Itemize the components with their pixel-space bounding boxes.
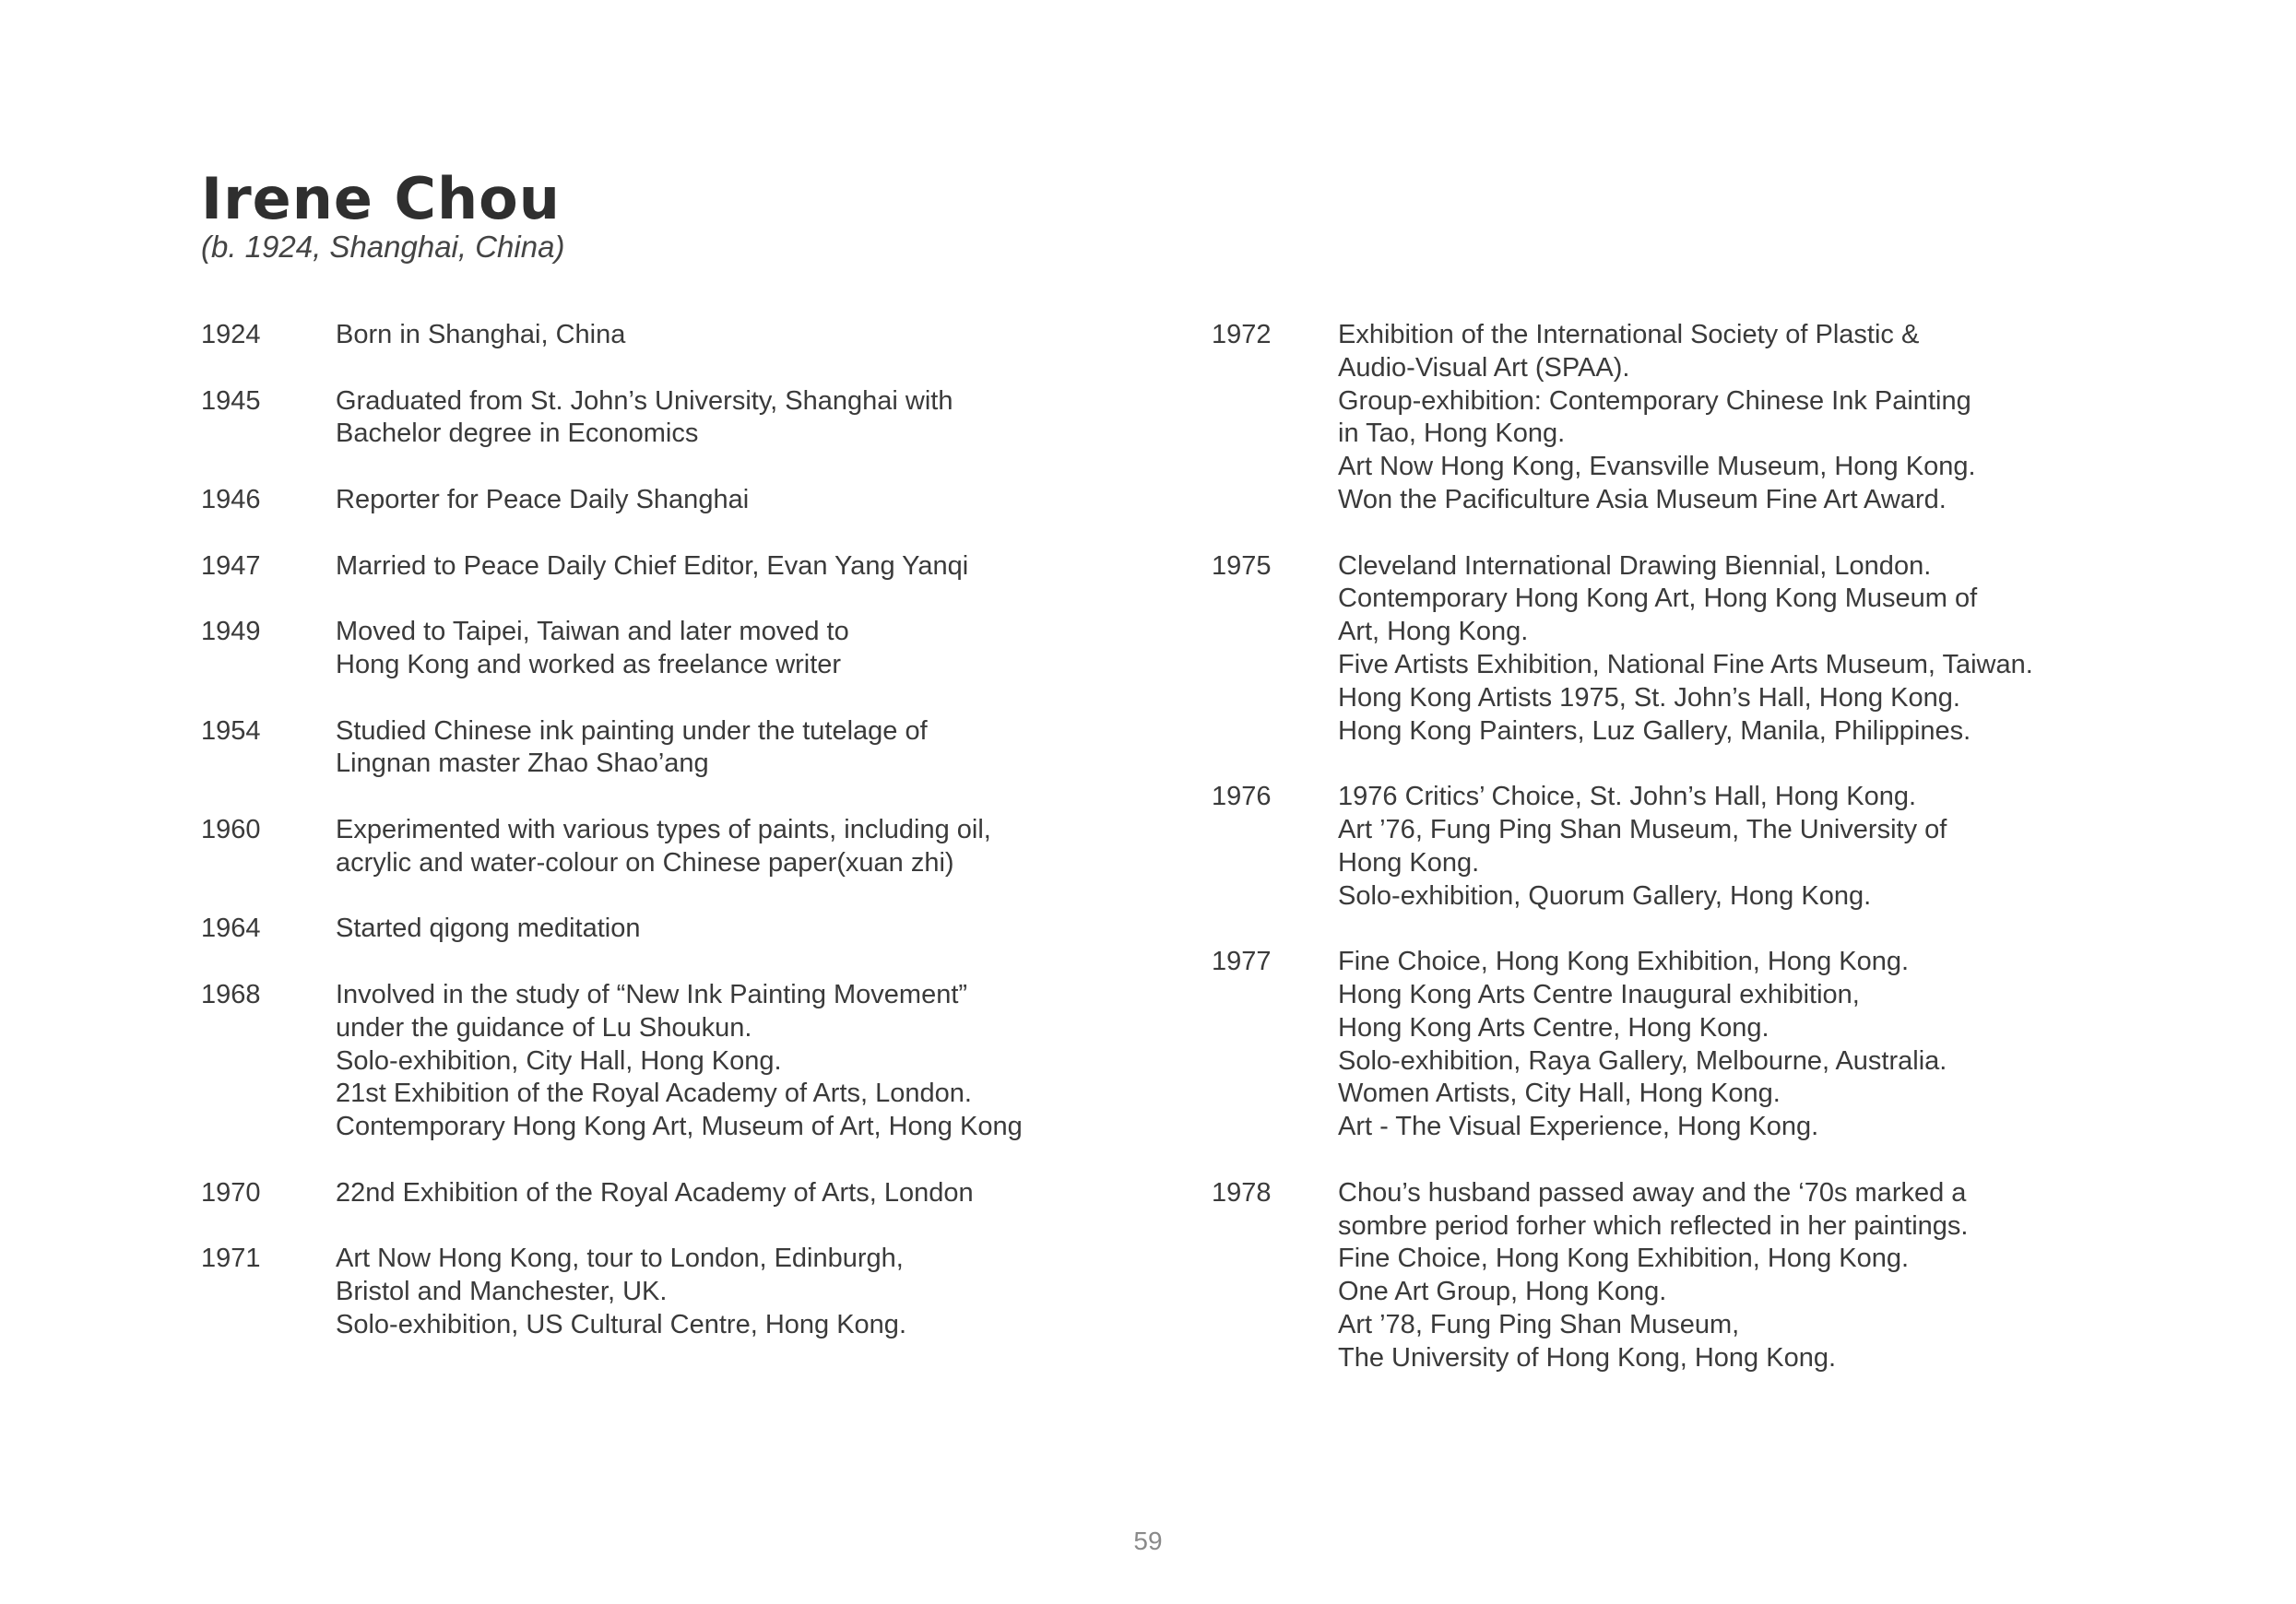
timeline-entry [1212, 946, 2134, 1144]
timeline-entry [201, 1177, 1142, 1210]
entry-line: Group-exhibition: Contemporary Chinese Ink Painting [1338, 385, 1971, 416]
timeline-right-column [1212, 319, 2134, 1408]
entry-text [1338, 781, 2134, 913]
entry-line: 22nd Exhibition of the Royal Academy of Arts, London [336, 1177, 974, 1208]
entry-text [1338, 550, 2134, 749]
entry-year: 1960 [201, 814, 261, 844]
entry-text [336, 979, 1142, 1144]
entry-line: Hong Kong Artists 1975, St. John’s Hall, Hong Kong. [1338, 682, 1960, 713]
entry-text [1338, 1177, 2134, 1375]
entry-year: 1945 [201, 385, 261, 416]
entry-line: 21st Exhibition of the Royal Academy of Arts, London. [336, 1079, 972, 1109]
page-title: Irene Chou [201, 165, 561, 232]
page-subtitle: (b. 1924, Shanghai, China) [201, 230, 565, 264]
entry-line: Cleveland International Drawing Biennial, London. [1338, 550, 1932, 581]
page-number: 59 [1133, 1527, 1163, 1555]
timeline-entry [201, 979, 1142, 1144]
entry-line: The University of Hong Kong, Hong Kong. [1338, 1342, 1837, 1373]
entry-line: Fine Choice, Hong Kong Exhibition, Hong Kong. [1338, 1244, 1910, 1274]
timeline-left-column [201, 319, 1142, 1375]
entry-line: Involved in the study of “New Ink Painting Movement” [336, 979, 968, 1009]
entry-line: Experimented with various types of paints, including oil, [336, 814, 991, 844]
entry-year: 1977 [1212, 947, 1272, 977]
entry-line: Started qigong meditation [336, 914, 641, 944]
entry-line: Born in Shanghai, China [336, 320, 626, 349]
entry-line: Hong Kong Arts Centre Inaugural exhibition, [1338, 979, 1860, 1009]
entry-line: Hong Kong and worked as freelance writer [336, 649, 842, 679]
entry-line: Art ’78, Fung Ping Shan Museum, [1338, 1309, 1740, 1339]
entry-line: Art Now Hong Kong, tour to London, Edinburgh, [336, 1244, 904, 1274]
timeline-entry [201, 1243, 1142, 1341]
entry-line: Art Now Hong Kong, Evansville Museum, Hong Kong. [1338, 452, 1976, 482]
timeline-entry [201, 484, 1142, 517]
entry-line: Solo-exhibition, Quorum Gallery, Hong Kong. [1338, 880, 1872, 911]
entry-year: 1971 [201, 1244, 261, 1274]
timeline-entry [201, 814, 1142, 880]
timeline-entry [201, 319, 1142, 352]
entry-text [1338, 319, 2134, 517]
page-header [201, 164, 564, 265]
entry-year: 1978 [1212, 1177, 1272, 1208]
entry-text [336, 913, 1142, 946]
entry-line: 1976 Critics’ Choice, St. John’s Hall, Hong Kong. [1338, 782, 1917, 812]
entry-line: sombre period forher which reflected in her paintings. [1338, 1210, 1969, 1241]
entry-line: in Tao, Hong Kong. [1338, 419, 1566, 449]
entry-line: Contemporary Hong Kong Art, Museum of Art, Hong Kong [336, 1112, 1023, 1142]
entry-text [1338, 946, 2134, 1144]
entry-text [336, 319, 1142, 352]
entry-line: Lingnan master Zhao Shao’ang [336, 749, 709, 779]
entry-text [336, 484, 1142, 517]
entry-line: Five Artists Exhibition, National Fine Arts Museum, Taiwan. [1338, 649, 2033, 679]
entry-text [336, 715, 1142, 782]
entry-line: Solo-exhibition, Raya Gallery, Melbourne, Australia. [1338, 1045, 1947, 1076]
entry-text [336, 814, 1142, 880]
entry-line: under the guidance of Lu Shoukun. [336, 1012, 752, 1043]
entry-line: Solo-exhibition, City Hall, Hong Kong. [336, 1045, 782, 1076]
timeline-entry [201, 616, 1142, 682]
entry-year: 1972 [1212, 320, 1272, 349]
entry-line: Chou’s husband passed away and the ‘70s marked a [1338, 1177, 1967, 1208]
timeline-entry [201, 550, 1142, 584]
entry-line: Fine Choice, Hong Kong Exhibition, Hong Kong. [1338, 947, 1910, 977]
entry-line: Graduated from St. John’s University, Shanghai with [336, 385, 953, 416]
entry-line: Art, Hong Kong. [1338, 617, 1529, 647]
timeline-entry [201, 715, 1142, 782]
entry-year: 1924 [201, 320, 261, 349]
entry-year: 1976 [1212, 782, 1272, 812]
entry-line: Hong Kong Arts Centre, Hong Kong. [1338, 1012, 1769, 1043]
timeline-entry [201, 385, 1142, 452]
entry-line: Women Artists, City Hall, Hong Kong. [1338, 1079, 1781, 1109]
entry-text [336, 385, 1142, 452]
timeline-entry [201, 913, 1142, 946]
entry-line: Won the Pacificulture Asia Museum Fine Art Award. [1338, 484, 1947, 514]
entry-year: 1975 [1212, 550, 1272, 581]
entry-line: acrylic and water-colour on Chinese paper(xuan zhi) [336, 847, 954, 878]
entry-year: 1954 [201, 715, 261, 746]
entry-line: Studied Chinese ink painting under the tutelage of [336, 715, 928, 746]
entry-line: Audio-Visual Art (SPAA). [1338, 352, 1630, 383]
entry-text [336, 1177, 1142, 1210]
entry-line: Bachelor degree in Economics [336, 419, 699, 449]
entry-line: Hong Kong Painters, Luz Gallery, Manila, Philippines. [1338, 715, 1971, 746]
timeline-entry [1212, 781, 2134, 913]
entry-text [336, 550, 1142, 584]
entry-line: Contemporary Hong Kong Art, Hong Kong Museum of [1338, 584, 1978, 614]
timeline-entry [1212, 1177, 2134, 1375]
entry-text [336, 1243, 1142, 1341]
entry-line: Moved to Taipei, Taiwan and later moved to [336, 617, 849, 647]
entry-line: Hong Kong. [1338, 847, 1480, 878]
entry-line: Exhibition of the International Society of Plastic & [1338, 320, 1920, 349]
entry-line: Reporter for Peace Daily Shanghai [336, 484, 750, 514]
entry-year: 1947 [201, 550, 261, 581]
entry-text [336, 616, 1142, 682]
entry-year: 1970 [201, 1177, 261, 1208]
entry-line: Solo-exhibition, US Cultural Centre, Hong Kong. [336, 1309, 906, 1339]
entry-year: 1968 [201, 979, 261, 1009]
entry-line: Art - The Visual Experience, Hong Kong. [1338, 1112, 1819, 1142]
entry-line: Art ’76, Fung Ping Shan Museum, The University of [1338, 814, 1947, 844]
entry-line: Bristol and Manchester, UK. [336, 1277, 668, 1307]
timeline-entry [1212, 319, 2134, 517]
entry-line: Married to Peace Daily Chief Editor, Evan Yang Yanqi [336, 550, 969, 581]
timeline-entry [1212, 550, 2134, 749]
entry-year: 1964 [201, 914, 261, 944]
entry-year: 1949 [201, 617, 261, 647]
entry-line: One Art Group, Hong Kong. [1338, 1277, 1667, 1307]
entry-year: 1946 [201, 484, 261, 514]
